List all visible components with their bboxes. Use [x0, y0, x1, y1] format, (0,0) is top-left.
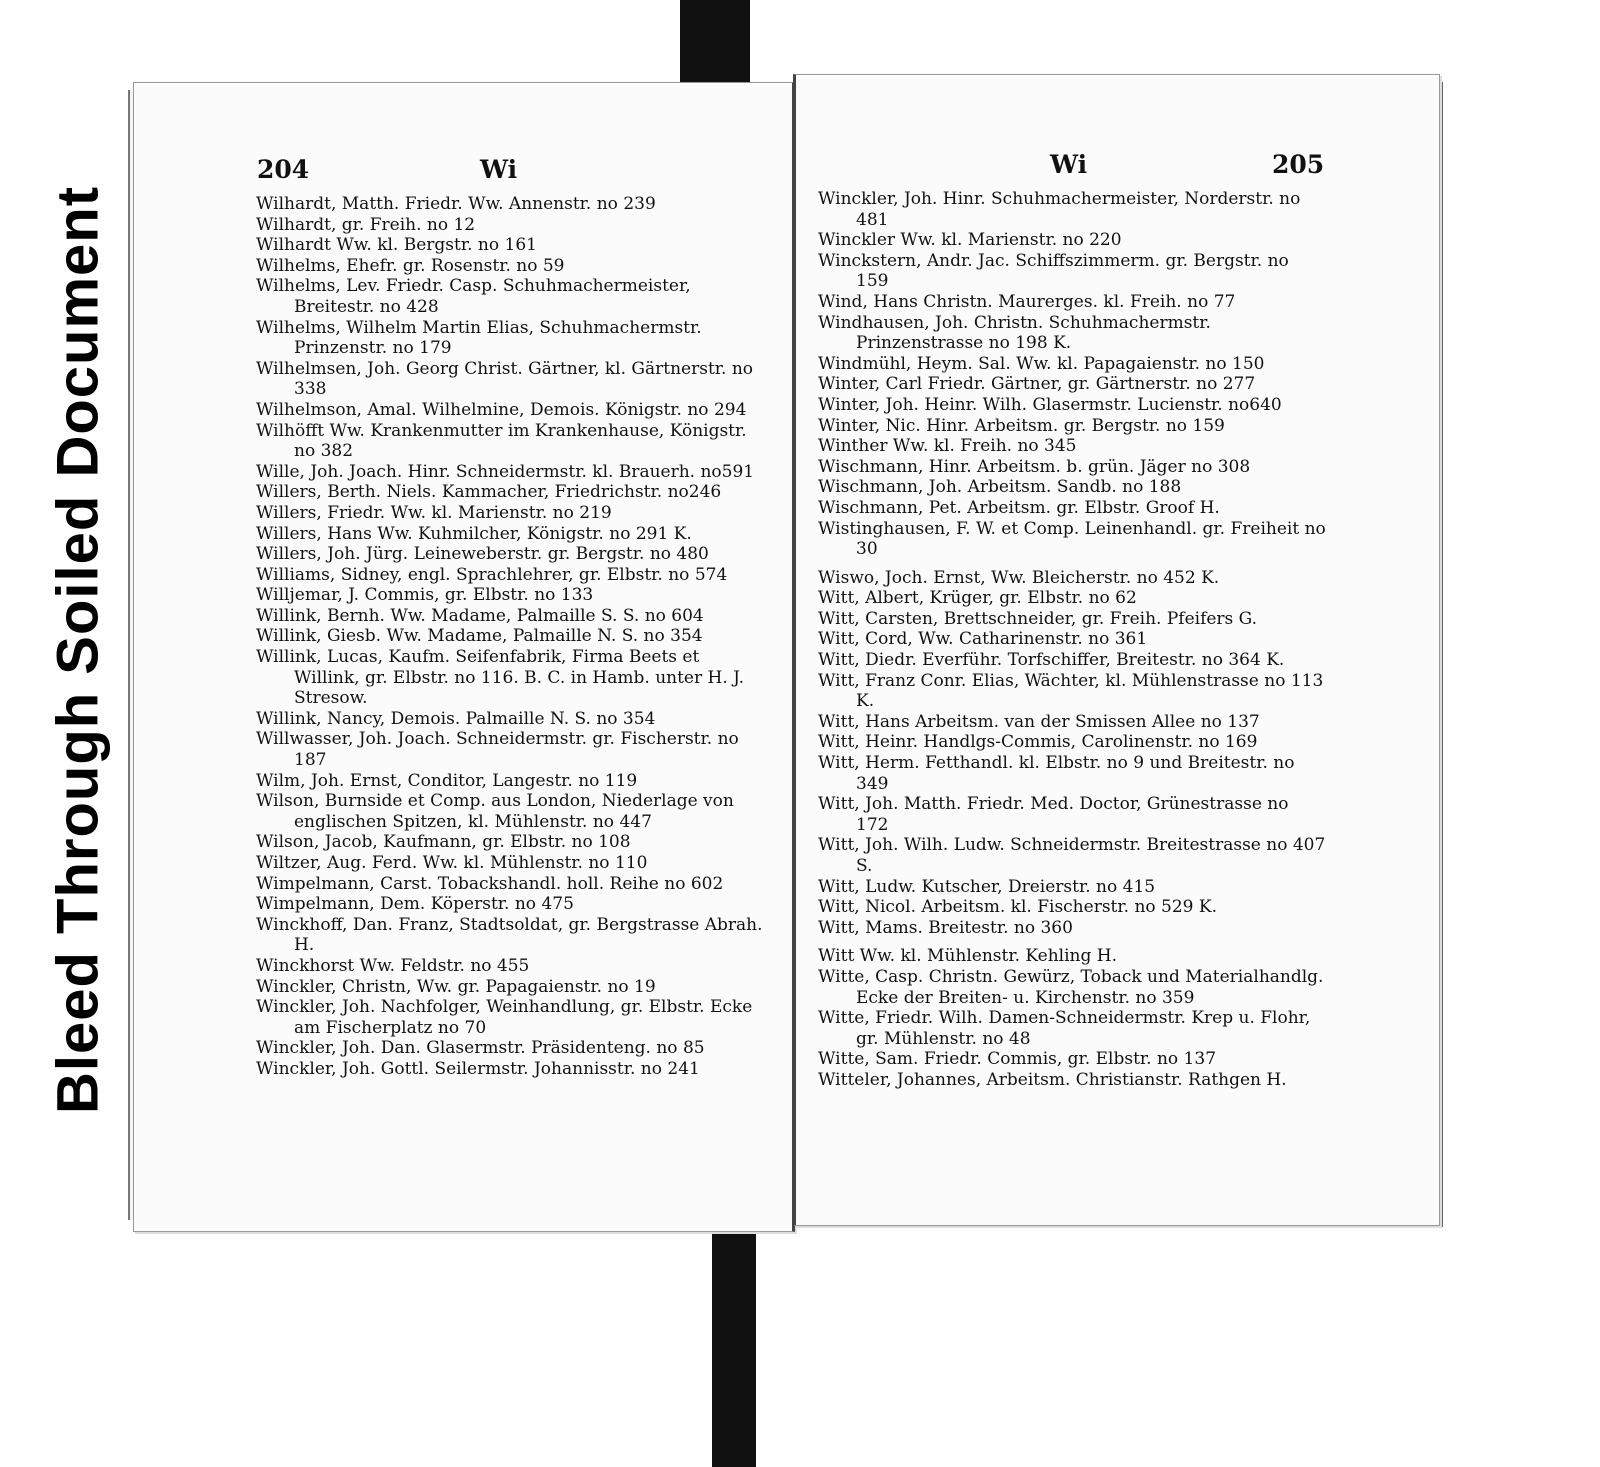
right-page-header: Wi: [1050, 150, 1088, 179]
directory-entry: Wilhelmsen, Joh. Georg Christ. Gärtner, kl. Gärtnerstr. no 338: [256, 358, 754, 400]
directory-entry: Witteler, Johannes, Arbeitsm. Christianstr. Rathgen H.: [818, 1069, 1287, 1090]
directory-entry: Witt, Franz Conr. Elias, Wächter, kl. Mühlenstrasse no 113 K.: [818, 670, 1324, 712]
directory-entry: Wimpelmann, Dem. Köperstr. no 475: [256, 894, 574, 915]
directory-entry: Wilm, Joh. Ernst, Conditor, Langestr. no 119: [256, 770, 638, 791]
directory-entry: Witt, Cord, Ww. Catharinenstr. no 361: [818, 629, 1148, 650]
directory-entry: Willers, Berth. Niels. Kammacher, Friedrichstr. no246: [256, 482, 722, 503]
directory-entry: Wistinghausen, F. W. et Comp. Leinenhandl. gr. Freiheit no 30: [818, 518, 1326, 560]
directory-entry: Wimpelmann, Carst. Tobackshandl. holl. Reihe no 602: [256, 873, 724, 894]
directory-entry: Williams, Sidney, engl. Sprachlehrer, gr. Elbstr. no 574: [256, 564, 728, 585]
directory-entry: Winckler, Joh. Nachfolger, Weinhandlung, gr. Elbstr. Ecke am Fischerplatz no 70: [256, 997, 753, 1038]
directory-entry: Wilson, Burnside et Comp. aus London, Niederlage von englischen Spitzen, kl. Mühlenstr. no 447: [256, 791, 734, 832]
directory-entry: Wiswo, Joch. Ernst, Ww. Bleicherstr. no 452 K.: [818, 567, 1220, 588]
directory-entry: Witt, Ludw. Kutscher, Dreierstr. no 415: [818, 876, 1156, 897]
directory-entry: Winter, Carl Friedr. Gärtner, gr. Gärtnerstr. no 277: [818, 374, 1256, 395]
directory-entry: Willers, Hans Ww. Kuhmilcher, Königstr. no 291 K.: [256, 523, 692, 544]
left-page-number: 204: [257, 155, 310, 184]
directory-entry: Wind, Hans Christn. Maurerges. kl. Freih. no 77: [818, 291, 1236, 312]
directory-entry: Witt Ww. kl. Mühlenstr. Kehling H.: [818, 946, 1118, 967]
directory-entry: Witt, Herm. Fetthandl. kl. Elbstr. no 9 und Breitestr. no 349: [818, 753, 1295, 794]
side-label-text: Bleed Through Soiled Document: [45, 185, 111, 1115]
directory-entry: Wischmann, Joh. Arbeitsm. Sandb. no 188: [818, 477, 1182, 498]
directory-entry: Winter, Joh. Heinr. Wilh. Glasermstr. Lucienstr. no640: [818, 394, 1282, 415]
directory-entry: Wilson, Jacob, Kaufmann, gr. Elbstr. no 108: [256, 832, 631, 853]
directory-entry: Wilhardt, gr. Freih. no 12: [256, 214, 476, 235]
directory-entry: Willink, Bernh. Ww. Madame, Palmaille S. S. no 604: [256, 605, 704, 626]
directory-entry: Winckstern, Andr. Jac. Schiffszimmerm. gr. Bergstr. no 159: [818, 250, 1289, 292]
directory-entry: Wischmann, Hinr. Arbeitsm. b. grün. Jäger no 308: [818, 456, 1251, 477]
left-page-entries: [256, 194, 766, 1080]
directory-entry: Winckhorst Ww. Feldstr. no 455: [256, 955, 530, 976]
directory-entry: Willjemar, J. Commis, gr. Elbstr. no 133: [256, 585, 594, 606]
directory-entry: Winter, Nic. Hinr. Arbeitsm. gr. Bergstr. no 159: [818, 415, 1225, 436]
directory-entry: Winckler, Joh. Hinr. Schuhmachermeister, Norderstr. no 481: [818, 189, 1301, 230]
book-spine-top: [680, 0, 750, 95]
directory-entry: Witt, Hans Arbeitsm. van der Smissen Allee no 137: [818, 711, 1260, 732]
directory-entry: Willers, Joh. Jürg. Leineweberstr. gr. Bergstr. no 480: [256, 544, 709, 565]
directory-entry: Windhausen, Joh. Christn. Schuhmachermstr. Prinzenstrasse no 198 K.: [818, 312, 1211, 354]
side-label: [28, 145, 128, 1155]
directory-entry: Wille, Joh. Joach. Hinr. Schneidermstr. kl. Brauerh. no591: [256, 461, 755, 482]
directory-entry: Windmühl, Heym. Sal. Ww. kl. Papagaienstr. no 150: [818, 353, 1265, 374]
directory-entry: Witt, Heinr. Handlgs-Commis, Carolinenstr. no 169: [818, 732, 1258, 753]
directory-entry: Wilhardt Ww. kl. Bergstr. no 161: [256, 235, 537, 256]
right-page-number: 205: [1272, 150, 1325, 179]
directory-entry: Witt, Mams. Breitestr. no 360: [818, 917, 1073, 938]
directory-entry: Witt, Joh. Matth. Friedr. Med. Doctor, Grünestrasse no 172: [818, 794, 1289, 835]
directory-entry: Winckler Ww. kl. Marienstr. no 220: [818, 230, 1122, 251]
directory-entry: Wilhardt, Matth. Friedr. Ww. Annenstr. no 239: [256, 194, 656, 214]
directory-entry: Witte, Casp. Christn. Gewürz, Toback und Materialhandlg. Ecke der Breiten- u. Kirchenstr. no 359: [818, 966, 1324, 1008]
directory-entry: Winther Ww. kl. Freih. no 345: [818, 436, 1077, 457]
directory-entry: Willers, Friedr. Ww. kl. Marienstr. no 219: [256, 502, 612, 523]
directory-entry: Witt, Diedr. Everführ. Torfschiffer, Breitestr. no 364 K.: [818, 650, 1285, 671]
directory-entry: Witt, Joh. Wilh. Ludw. Schneidermstr. Breitestrasse no 407 S.: [818, 835, 1326, 876]
directory-entry: Wilhelms, Lev. Friedr. Casp. Schuhmachermeister, Breitestr. no 428: [256, 276, 691, 317]
directory-entry: Witte, Friedr. Wilh. Damen-Schneidermstr. Krep u. Flohr, gr. Mühlenstr. no 48: [818, 1008, 1311, 1049]
directory-entry: Wischmann, Pet. Arbeitsm. gr. Elbstr. Groof H.: [818, 497, 1220, 518]
directory-entry: Witt, Carsten, Brettschneider, gr. Freih. Pfeifers G.: [818, 608, 1258, 629]
directory-entry: Wiltzer, Aug. Ferd. Ww. kl. Mühlenstr. no 110: [256, 853, 648, 873]
right-page-entries: [818, 189, 1326, 1091]
directory-entry: Wilhelms, Ehefr. gr. Rosenstr. no 59: [256, 255, 565, 276]
directory-entry: Wilhelms, Wilhelm Martin Elias, Schuhmachermstr. Prinzenstr. no 179: [256, 317, 702, 359]
directory-entry: Witt, Albert, Krüger, gr. Elbstr. no 62: [818, 588, 1137, 609]
directory-entry: Willink, Giesb. Ww. Madame, Palmaille N. S. no 354: [256, 626, 703, 647]
directory-entry: Winckhoff, Dan. Franz, Stadtsoldat, gr. Bergstrasse Abrah. H.: [256, 914, 763, 956]
directory-entry: Willink, Lucas, Kaufm. Seifenfabrik, Firma Beets et Willink, gr. Elbstr. no 116. B. C. in Hamb. unter H. J. Stresow.: [256, 647, 745, 709]
directory-entry: Willwasser, Joh. Joach. Schneidermstr. gr. Fischerstr. no 187: [256, 729, 739, 771]
directory-entry: Winckler, Joh. Gottl. Seilermstr. Johannisstr. no 241: [256, 1058, 700, 1079]
directory-entry: Willink, Nancy, Demois. Palmaille N. S. no 354: [256, 708, 656, 729]
directory-entry: Wilhöfft Ww. Krankenmutter im Krankenhause, Königstr. no 382: [256, 420, 747, 462]
directory-entry: Wilhelmson, Amal. Wilhelmine, Demois. Königstr. no 294: [256, 399, 747, 420]
directory-entry: Witt, Nicol. Arbeitsm. kl. Fischerstr. no 529 K.: [818, 897, 1217, 918]
left-page-header: Wi: [480, 155, 518, 184]
directory-entry: Winckler, Joh. Dan. Glasermstr. Präsidenteng. no 85: [256, 1038, 705, 1059]
directory-entry: Winckler, Christn, Ww. gr. Papagaienstr. no 19: [256, 976, 656, 997]
book-spine-bottom: [712, 1226, 756, 1467]
directory-entry: Witte, Sam. Friedr. Commis, gr. Elbstr. no 137: [818, 1049, 1217, 1070]
